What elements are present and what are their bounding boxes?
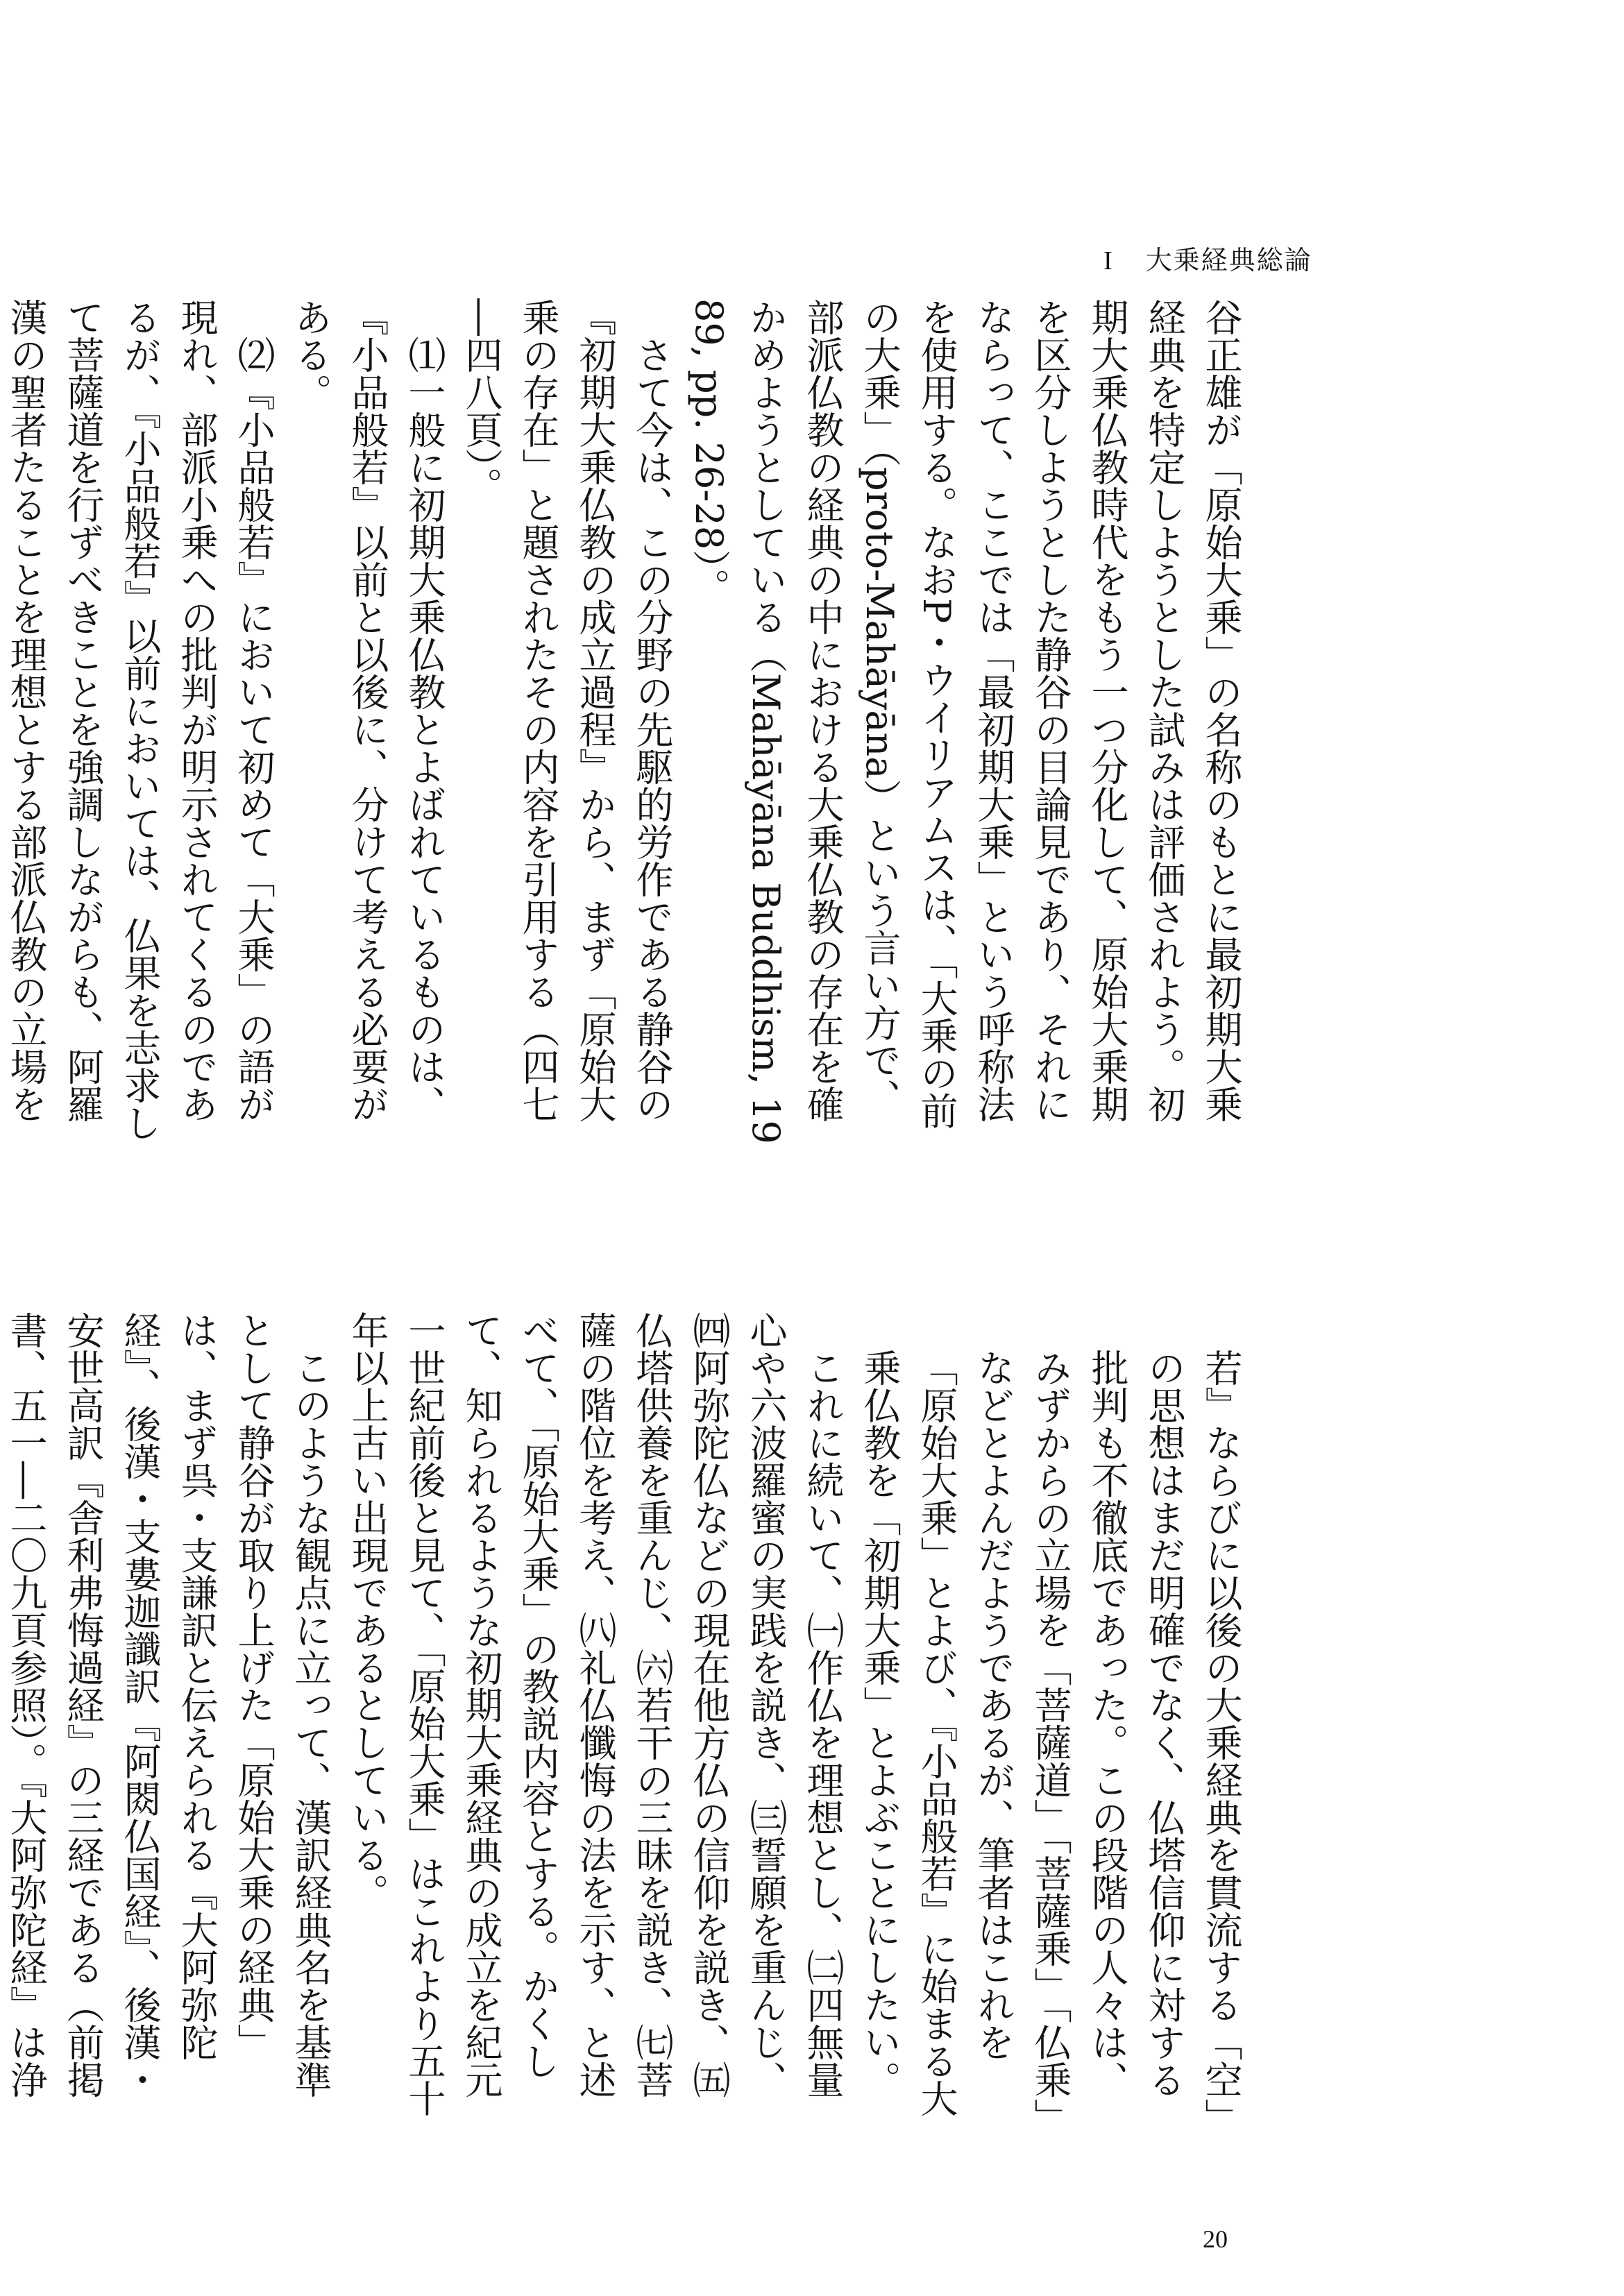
quoted-item-2-continuation: 若』ならびに以後の大乗経典を貫流する「空」の思想はまだ明確でなく、仏塔信仰に対する批判も不徹底であった。この段階の人々は、みずからの立場を「菩薩道」「菩薩乗」「仏乗」などとよんだようであるが、筆者はこれを「原始大乗」とよび、『小品般若』に始まる大乗仏教を「初期大乗」とよぶことにしたい。 — [858, 1349, 1243, 2117]
quoted-item-1: ⑴一般に初期大乗仏教とよばれているものは、『小品般若』以前と以後に、分けて考える必要がある。 — [289, 298, 446, 1123]
paragraph-characteristics: これに続いて、㈠作仏を理想とし、㈡四無量心や六波羅蜜の実践を説き、㈢誓願を重んじ、㈣阿弥陀仏などの現在他方仏の信仰を説き、㈤仏塔供養を重んじ、㈥若干の三昧を説き、㈦菩薩の階位を考え、㈧礼仏懺悔の法を示す、と述べて、「原始大乗」の教説内容とする。かくして、知られるような初期大乗経典の成立を紀元一世紀前後と見て、「原始大乗」はこれより五十年以上古い出現であるとしている。 — [346, 1311, 845, 2117]
page-number: 20 — [1203, 2225, 1228, 2253]
chapter-numeral: I — [1103, 246, 1114, 275]
paragraph-continuation: 谷正雄が「原始大乗」の名称のもとに最初期大乗経典を特定しようとした試みは評価されよう。初期大乗仏教時代をもう一つ分化して、原始大乗期を区分しようとした静谷の目論見であり、それにならって、ここでは「最初期大乗」という呼称法を使用する。なおP・ウイリアムスは、「大乗の前の大乗」（proto-Mahāyāna）という言い方で、部派仏教の経典の中における大乗仏教の存在を確かめようとしている（Mahāyāna Buddhism, 1989, pp. 26-28）。 — [687, 298, 1243, 1144]
paragraph-sutras: このような観点に立って、漢訳経典名を基準として静谷が取り上げた「原始大乗の経典」は、まず呉・支謙訳と伝えられる『大阿弥陀経』、後漢・支婁迦讖訳『阿閦仏国経』、後漢・安世高訳『舎利弗悔過経』の三経である（前掲書、五一―二〇九頁参照）。『大阿弥陀経』は浄 — [4, 1311, 332, 2098]
running-head — [1103, 239, 1312, 277]
chapter-title: 大乗経典総論 — [1145, 245, 1312, 275]
lower-text-block — [4, 1311, 1249, 2130]
upper-text-block — [4, 298, 1249, 1152]
paragraph-intro-quote: さて今は、この分野の先駆的労作である静谷の『初期大乗仏教の成立過程』から、まず「原始大乗の存在」と題されたその内容を引用する（四七―四八頁）。 — [459, 298, 674, 1123]
quoted-item-2: ⑵『小品般若』において初めて「大乗」の語が現れ、部派小乗への批判が明示されてくるのであるが、『小品般若』以前においては、仏果を志求して菩薩道を行ずべきことを強調しながらも、阿羅漢の聖者たることを理想とする部派仏教の立場を — [4, 298, 276, 1141]
